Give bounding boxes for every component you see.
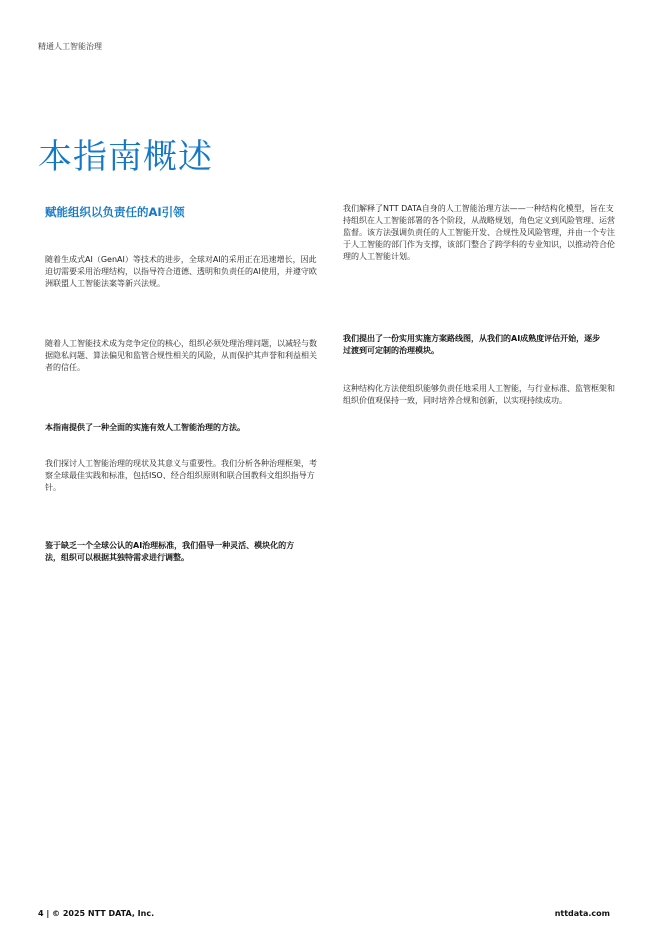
right-paragraph-3: 这种结构化方法使组织能够负责任地采用人工智能，与行业标准、监管框架和组织价值观保持一致，同时培养合规和创新，以实现持续成功。 <box>343 384 615 405</box>
section-subtitle: 赋能组织以负责任的AI引领 <box>45 205 185 219</box>
left-paragraph-4: 我们探讨人工智能治理的现状及其意义与重要性。我们分析各种治理框架，考察全球最佳实践和标准，包括ISO、经合组织原则和联合国教科文组织指导方针。 <box>45 459 317 492</box>
page-title: 本指南概述 <box>38 137 213 177</box>
footer-copyright: 4 | © 2025 NTT DATA, Inc. <box>38 909 155 918</box>
footer-website: nttdata.com <box>554 909 610 918</box>
running-header: 精通人工智能治理 <box>38 42 102 51</box>
left-paragraph-2: 随着人工智能技术成为竞争定位的核心，组织必须处理治理问题，以减轻与数据隐私问题、算法偏见和监管合规性相关的风险，从而保护其声誉和利益相关者的信任。 <box>45 339 317 372</box>
left-paragraph-1: 随着生成式AI（GenAI）等技术的进步，全球对AI的采用正在迅速增长，因此迫切需要采用治理结构，以指导符合道德、透明和负责任的AI使用，并遵守欧洲联盟人工智能法案等新兴法规。 <box>45 255 317 288</box>
left-paragraph-5-bold: 鉴于缺乏一个全球公认的AI治理标准，我们倡导一种灵活、模块化的方法，组织可以根据其独特需求进行调整。 <box>45 541 295 562</box>
right-paragraph-2-bold: 我们提出了一份实用实施方案路线图，从我们的AI成熟度评估开始，逐步过渡到可定制的治理模块。 <box>343 334 601 355</box>
right-paragraph-1: 我们解释了NTT DATA自身的人工智能治理方法——一种结构化模型，旨在支持组织在人工智能部署的各个阶段，从战略规划，角色定义到风险管理、运营监督。该方法强调负责任的人工智能开发、合规性及风险管理，并由一个专注于人工智能的部门作为支撑，该部门整合了跨学科的专业知识，以推动符合伦理的人工智能计划。 <box>343 204 615 261</box>
left-paragraph-3-bold: 本指南提供了一种全面的实施有效人工智能治理的方法。 <box>45 423 245 432</box>
